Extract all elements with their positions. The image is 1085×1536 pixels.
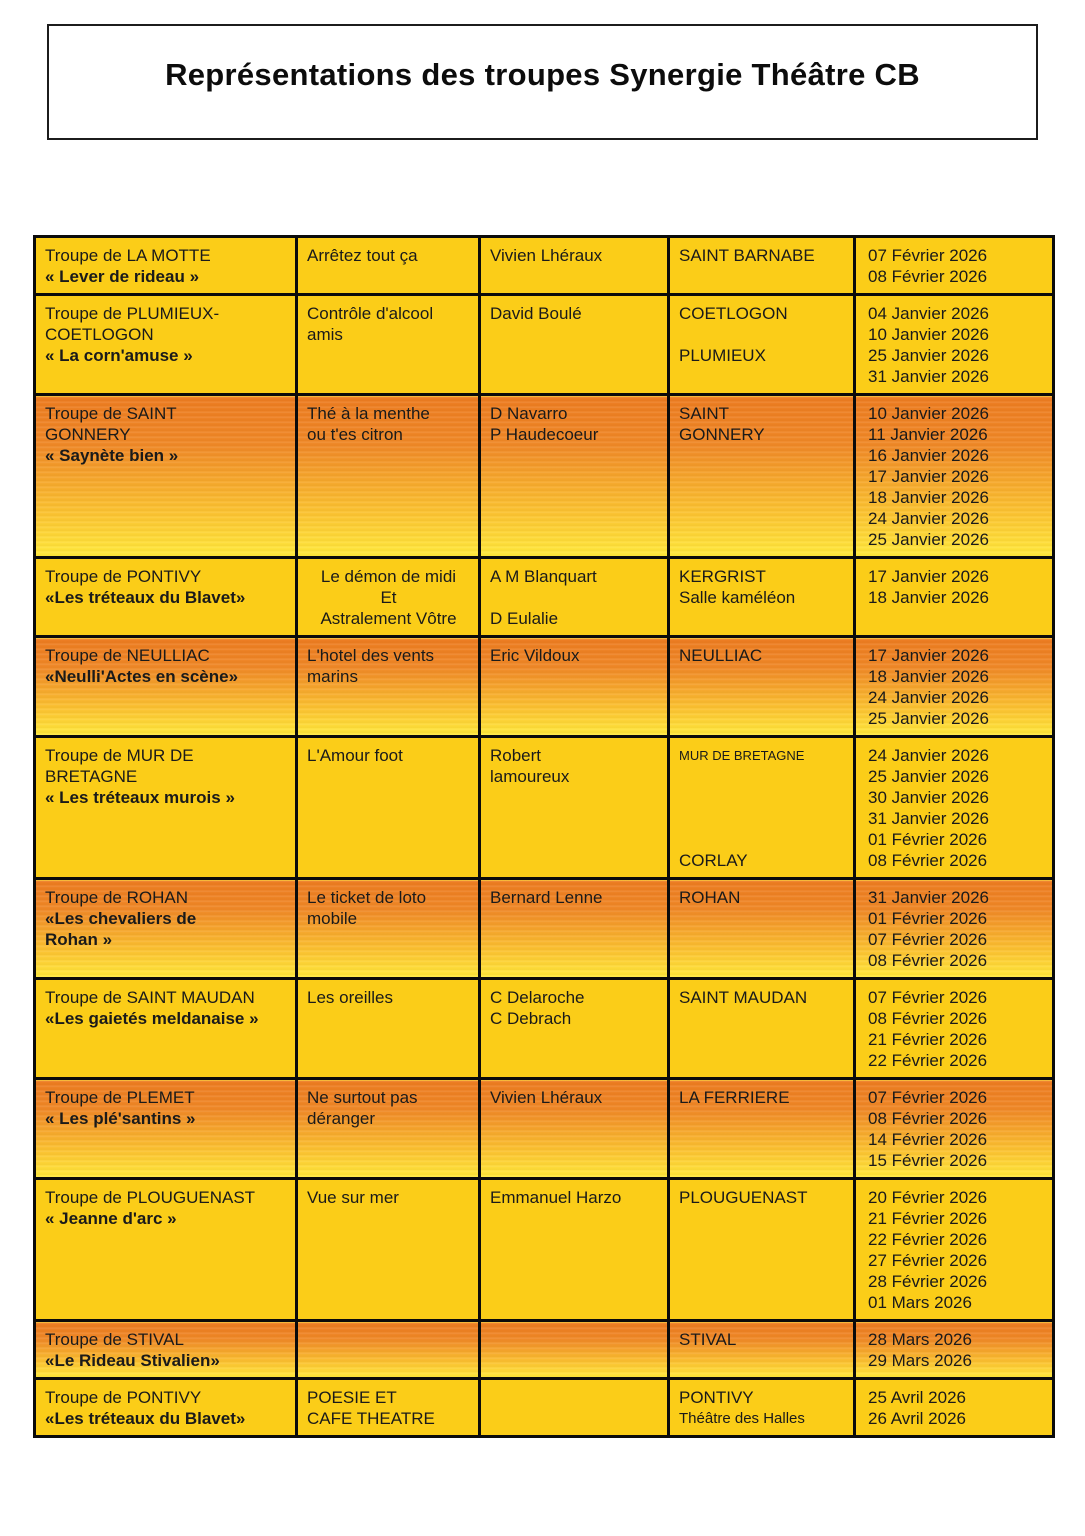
cell-play [297,395,480,558]
cell-author [480,637,669,737]
text-line [679,808,845,829]
cell-play [297,1321,480,1379]
cell-venue [669,879,855,979]
text-line: mobile [307,909,358,928]
text-line: Eric Vildoux [490,646,580,665]
text-line: Troupe de PONTIVY [45,1388,202,1407]
text-line: Thé à la menthe [307,404,430,423]
text-line: 15 Février 2026 [868,1151,988,1170]
cell-dates [855,1079,1054,1179]
text-line: amis [307,325,343,344]
cell-troupe [35,979,297,1079]
table-row [35,979,1054,1079]
text-line: Troupe de LA MOTTE [45,246,211,265]
cell-play [297,558,480,637]
text-line: MUR DE BRETAGNE [679,748,805,763]
text-line: 10 Janvier 2026 [868,325,989,344]
text-line: 08 Février 2026 [868,1109,988,1128]
text-line: 30 Janvier 2026 [868,788,989,807]
text-line: «Neulli'Actes en scène» [45,667,239,686]
text-line: NEULLIAC [679,646,763,665]
cell-play [297,979,480,1079]
text-line: 04 Janvier 2026 [868,304,989,323]
text-line: Emmanuel Harzo [490,1188,622,1207]
text-line: 22 Février 2026 [868,1051,988,1070]
cell-troupe [35,637,297,737]
text-line: C Delaroche [490,988,585,1007]
cell-author [480,1321,669,1379]
text-line: 18 Janvier 2026 [868,588,989,607]
text-line: « Les tréteaux murois » [45,788,235,807]
text-line: 31 Janvier 2026 [868,809,989,828]
table-row [35,737,1054,879]
text-line: 25 Janvier 2026 [868,767,989,786]
text-line: PONTIVY [679,1388,754,1407]
text-line: C Debrach [490,1009,572,1028]
cell-dates [855,237,1054,295]
cell-troupe [35,1079,297,1179]
text-line: Et [380,588,397,607]
text-line: 24 Janvier 2026 [868,688,989,707]
text-line: «Les chevaliers de [45,909,197,928]
text-line: 14 Février 2026 [868,1130,988,1149]
text-line: Troupe de PLOUGUENAST [45,1188,256,1207]
cell-venue [669,1379,855,1437]
text-line: Robert [490,746,542,765]
text-line: Troupe de PLUMIEUX- [45,304,220,323]
cell-dates [855,1379,1054,1437]
table-row [35,1179,1054,1321]
cell-author [480,558,669,637]
cell-venue [669,637,855,737]
cell-venue [669,737,855,879]
text-line: Bernard Lenne [490,888,603,907]
text-line: BRETAGNE [45,767,138,786]
text-line: Les oreilles [307,988,393,1007]
text-line: D Navarro [490,404,568,423]
cell-dates [855,879,1054,979]
text-line: 16 Janvier 2026 [868,446,989,465]
cell-venue [669,1179,855,1321]
text-line: GONNERY [679,425,765,444]
text-line: 22 Février 2026 [868,1230,988,1249]
text-line: 17 Janvier 2026 [868,467,989,486]
cell-author [480,295,669,395]
text-line: Troupe de MUR DE [45,746,194,765]
text-line: « Lever de rideau » [45,267,200,286]
text-line: COETLOGON [679,304,788,323]
table-row [35,295,1054,395]
cell-author [480,1079,669,1179]
cell-dates [855,395,1054,558]
text-line [679,324,845,345]
cell-troupe [35,1379,297,1437]
cell-play [297,737,480,879]
text-line: Arrêtez tout ça [307,246,418,265]
text-line: Troupe de SAINT [45,404,177,423]
cell-author [480,879,669,979]
text-line: 21 Février 2026 [868,1209,988,1228]
text-line: CAFE THEATRE [307,1409,435,1428]
cell-venue [669,295,855,395]
page-title: Représentations des troupes Synergie Théâtre CB [165,57,920,92]
text-line: Troupe de SAINT MAUDAN [45,988,255,1007]
cell-troupe [35,737,297,879]
cell-troupe [35,295,297,395]
text-line: 21 Février 2026 [868,1030,988,1049]
cell-troupe [35,558,297,637]
cell-venue [669,558,855,637]
title-box [47,24,1038,140]
cell-author [480,979,669,1079]
cell-play [297,879,480,979]
text-line: 08 Février 2026 [868,267,988,286]
text-line: PLOUGUENAST [679,1188,808,1207]
text-line: SAINT MAUDAN [679,988,808,1007]
text-line: 31 Janvier 2026 [868,888,989,907]
text-line: 17 Janvier 2026 [868,646,989,665]
text-line: 25 Avril 2026 [868,1388,966,1407]
table-row [35,1379,1054,1437]
text-line: 07 Février 2026 [868,246,988,265]
cell-troupe [35,237,297,295]
cell-author [480,237,669,295]
text-line: Contrôle d'alcool [307,304,434,323]
cell-author [480,1179,669,1321]
text-line: 07 Février 2026 [868,988,988,1007]
text-line: SAINT [679,404,730,423]
text-line: 01 Février 2026 [868,909,988,928]
cell-dates [855,295,1054,395]
cell-venue [669,1079,855,1179]
text-line: P Haudecoeur [490,425,599,444]
text-line: 08 Février 2026 [868,951,988,970]
table-row [35,1321,1054,1379]
text-line: Vue sur mer [307,1188,399,1207]
text-line: 08 Février 2026 [868,1009,988,1028]
cell-play [297,237,480,295]
cell-play [297,1179,480,1321]
text-line: GONNERY [45,425,131,444]
cell-dates [855,1321,1054,1379]
text-line: 11 Janvier 2026 [868,425,988,444]
text-line: David Boulé [490,304,582,323]
text-line: « Jeanne d'arc » [45,1209,177,1228]
text-line: CORLAY [679,851,748,870]
text-line: «Les tréteaux du Blavet» [45,588,246,607]
text-line: 20 Février 2026 [868,1188,988,1207]
text-line: Troupe de PONTIVY [45,567,202,586]
text-line: ou t'es citron [307,425,403,444]
text-line: 25 Janvier 2026 [868,530,989,549]
text-line: «Les tréteaux du Blavet» [45,1409,246,1428]
text-line: « Les plé'santins » [45,1109,196,1128]
text-line: 29 Mars 2026 [868,1351,972,1370]
text-line: lamoureux [490,767,570,786]
cell-troupe [35,1179,297,1321]
text-line [490,587,659,608]
text-line [679,829,845,850]
text-line: 26 Avril 2026 [868,1409,966,1428]
performances-table [33,235,1055,1438]
cell-author [480,1379,669,1437]
table-row [35,395,1054,558]
text-line: Astralement Vôtre [320,609,457,628]
text-line: «Le Rideau Stivalien» [45,1351,220,1370]
table-row [35,879,1054,979]
cell-troupe [35,395,297,558]
text-line: 31 Janvier 2026 [868,367,989,386]
text-line: 24 Janvier 2026 [868,509,989,528]
text-line [679,787,845,808]
text-line: Troupe de STIVAL [45,1330,184,1349]
text-line: A M Blanquart [490,567,597,586]
cell-venue [669,979,855,1079]
cell-play [297,1379,480,1437]
text-line: 27 Février 2026 [868,1251,988,1270]
text-line: KERGRIST [679,567,766,586]
table-body [35,237,1054,1437]
text-line: 01 Février 2026 [868,830,988,849]
text-line: 28 Février 2026 [868,1272,988,1291]
text-line: 08 Février 2026 [868,851,988,870]
cell-troupe [35,879,297,979]
cell-dates [855,1179,1054,1321]
text-line: Troupe de NEULLIAC [45,646,210,665]
text-line: SAINT BARNABE [679,246,815,265]
text-line: PLUMIEUX [679,346,766,365]
text-line: Rohan » [45,930,113,949]
cell-dates [855,737,1054,879]
text-line: L'hotel des vents [307,646,435,665]
cell-play [297,1079,480,1179]
cell-dates [855,979,1054,1079]
table-row [35,637,1054,737]
text-line: Le démon de midi [320,567,457,586]
text-line: 18 Janvier 2026 [868,667,989,686]
table-row [35,237,1054,295]
text-line: « La corn'amuse » [45,346,193,365]
cell-venue [669,237,855,295]
text-line: L'Amour foot [307,746,403,765]
text-line: POESIE ET [307,1388,397,1407]
text-line: Le ticket de loto [307,888,427,907]
text-line: Troupe de PLEMET [45,1088,195,1107]
text-line: 18 Janvier 2026 [868,488,989,507]
text-line: LA FERRIERE [679,1088,790,1107]
text-line: 24 Janvier 2026 [868,746,989,765]
text-line: «Les gaietés meldanaise » [45,1009,259,1028]
text-line: déranger [307,1109,376,1128]
text-line: 10 Janvier 2026 [868,404,989,423]
text-line: 25 Janvier 2026 [868,709,989,728]
cell-venue [669,1321,855,1379]
table-row [35,1079,1054,1179]
text-line: D Eulalie [490,609,559,628]
text-line: marins [307,667,359,686]
text-line: « Saynète bien » [45,446,179,465]
cell-dates [855,637,1054,737]
text-line [679,766,845,787]
text-line: Salle kaméléon [679,588,796,607]
cell-author [480,395,669,558]
cell-dates [855,558,1054,637]
text-line: Vivien Lhéraux [490,1088,603,1107]
cell-play [297,295,480,395]
text-line: 07 Février 2026 [868,1088,988,1107]
cell-troupe [35,1321,297,1379]
table-row [35,558,1054,637]
text-line: 07 Février 2026 [868,930,988,949]
text-line: STIVAL [679,1330,737,1349]
cell-author [480,737,669,879]
text-line: 17 Janvier 2026 [868,567,989,586]
cell-venue [669,395,855,558]
text-line: COETLOGON [45,325,154,344]
text-line: Théâtre des Halles [679,1410,805,1427]
text-line: Vivien Lhéraux [490,246,603,265]
text-line: 01 Mars 2026 [868,1293,972,1312]
text-line: 25 Janvier 2026 [868,346,989,365]
cell-play [297,637,480,737]
text-line: ROHAN [679,888,741,907]
text-line: Troupe de ROHAN [45,888,188,907]
text-line: Ne surtout pas [307,1088,418,1107]
text-line: 28 Mars 2026 [868,1330,972,1349]
